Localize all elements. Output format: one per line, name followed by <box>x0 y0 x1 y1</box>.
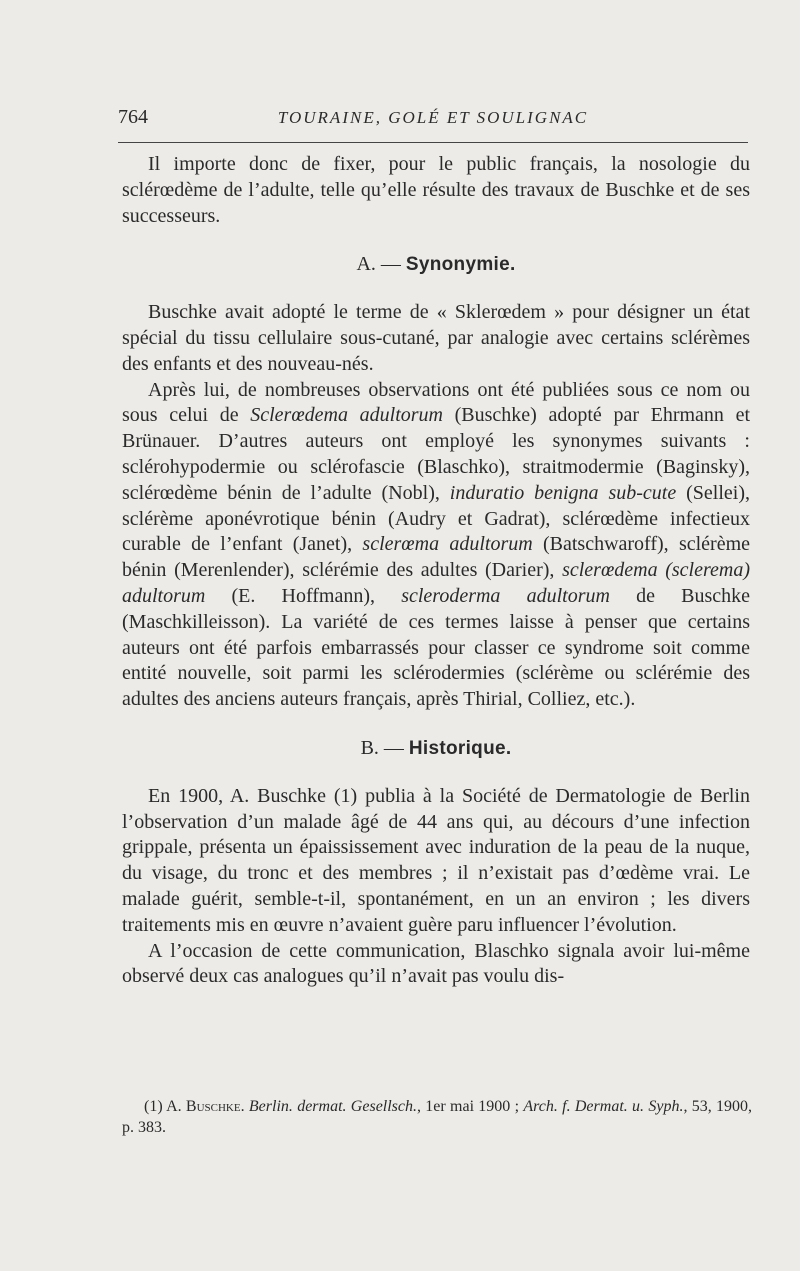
running-head: TOURAINE, GOLÉ ET SOULIGNAC <box>277 108 589 127</box>
footnote-date: , 1er mai 1900 ; <box>417 1098 524 1115</box>
footnote-author: Buschke. <box>185 1098 245 1115</box>
intro-paragraph: Il importe donc de fixer, pour le public français, la nosologie du sclérœdème de l’adulte, telle qu’elle résulte des travaux de Buschke et de ses successeurs. <box>122 153 750 227</box>
section-b-paragraph-1: En 1900, A. Buschke (1) publia à la Société de Dermatologie de Berlin l’observation d’un malade âgé de 44 ans qui, au décours d’une infection grippale, présenta un épaississement avec induration de la peau de la nuque, du visage, du tronc et des membres ; il n’existait pas d’œdème vrai. Le malade guérit, semble-t-il, spontanément, en un an environ ; les divers traitements mis en œuvre n’avaient guère paru influencer l’évolution. <box>122 784 750 936</box>
italic-term: sclerœdema (sclerema) adultorum <box>122 559 751 607</box>
section-b-title: Historique. <box>408 737 512 759</box>
text-run: (E. Hoffmann), <box>205 584 402 607</box>
footnote-ref: , 53, 1900, p. 383. <box>122 1098 753 1136</box>
text-run: (Buschke) adopté par Ehrmann et Brünauer. D’autres auteurs ont employé les synonymes suivants : sclérohypodermie ou sclérofascie (Blaschko), straitmodermie (Baginsky), sclérœdème bénin de l’adulte (Nobl), <box>122 404 751 504</box>
footnote-journal-2: Arch. f. Dermat. u. Syph. <box>523 1098 684 1115</box>
footnote <box>122 1096 752 1138</box>
footnote-journal-1: Berlin. dermat. Gesellsch. <box>248 1098 418 1115</box>
section-a-paragraph-1: Buschke avait adopté le terme de « Sklerœdem » pour désigner un état spécial du tissu cellulaire sous-cutané, par analogie avec certains sclérèmes des enfants et des nouveau-nés. <box>122 301 750 375</box>
text-run: Après lui, de nombreuses observations ont été publiées sous ce nom ou sous celui de <box>122 378 750 427</box>
section-a-paragraph-2 <box>122 378 750 713</box>
italic-term: sclerœma adultorum <box>362 533 533 556</box>
page-header <box>118 106 748 136</box>
text-run: de Buschke (Maschkilleisson). La variété de ces termes laisse à penser que certains auteurs ont été parfois embarrassés pour classer ce syndrome soit comme entité nouvelle, soit parmi les sclérodermies (sclérème ou sclérémie des adultes des anciens auteurs français, après Thirial, Colliez, etc.). <box>122 584 750 711</box>
page-body <box>122 152 750 990</box>
footnote-marker: (1) A. <box>144 1098 182 1115</box>
page-number: 764 <box>118 106 148 128</box>
text-run: (Sellei), sclérème aponévrotique bénin (Audry et Gadrat), sclérœdème infectieux curable de l’enfant (Janet), <box>122 481 750 556</box>
section-a-heading <box>122 252 750 278</box>
text-run: (Batschwaroff), sclérème bénin (Merenlender), sclérémie des adultes (Darier), <box>122 533 751 582</box>
section-b-paragraph-2: A l’occasion de cette communication, Blaschko signala avoir lui-même observé deux cas analogues qu’il n’avait pas voulu dis- <box>122 939 750 988</box>
header-rule <box>118 142 748 143</box>
section-a-title: Synonymie. <box>405 254 516 276</box>
section-a-letter: A. — <box>356 253 401 276</box>
italic-term: scleroderma adultorum <box>401 584 610 607</box>
section-b-heading <box>122 736 750 762</box>
italic-term: Sclerœdema adultorum <box>250 404 443 427</box>
section-b-letter: B. — <box>360 736 404 759</box>
italic-term: induratio benigna sub-cute <box>449 481 677 504</box>
